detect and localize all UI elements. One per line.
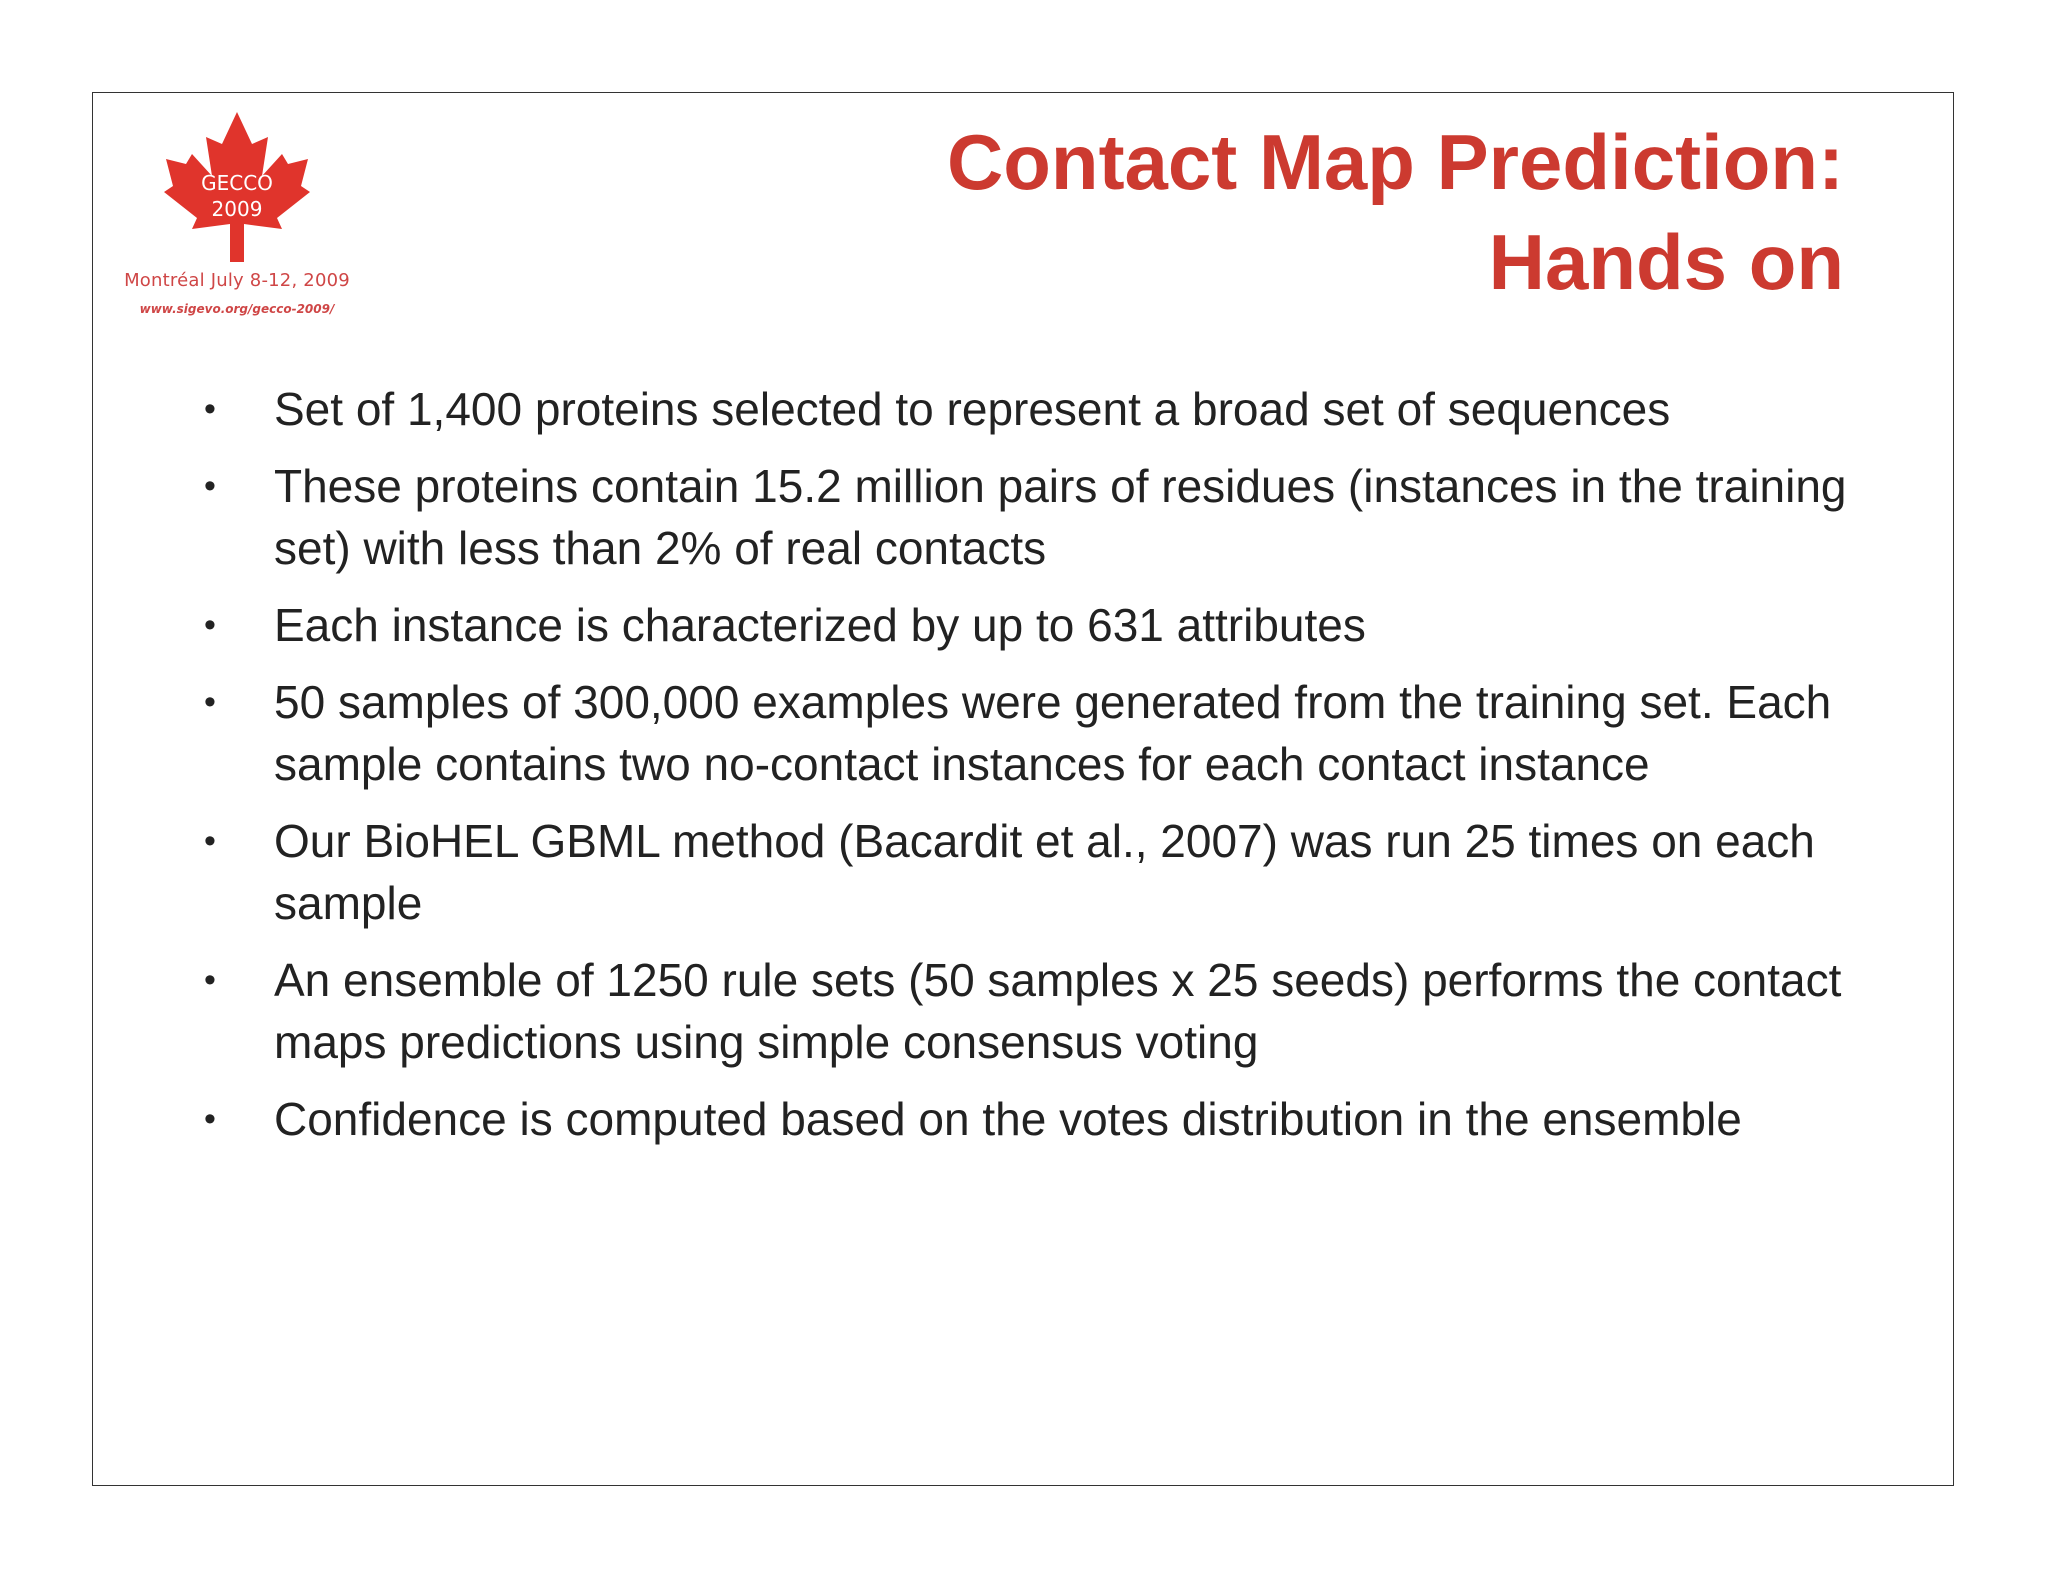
maple-leaf-icon	[112, 106, 362, 266]
bullet-item	[190, 455, 1890, 579]
bullet-dot-icon: •	[204, 467, 216, 505]
bullet-text: Confidence is computed based on the votes distribution in the ensemble	[274, 1093, 1742, 1145]
logo-year-text: 2009	[211, 197, 263, 221]
bullet-item	[190, 810, 1890, 934]
bullet-dot-icon: •	[204, 606, 216, 644]
bullet-dot-icon: •	[204, 683, 216, 721]
slide-title-line-2: Hands on	[1488, 218, 1844, 306]
logo-url: www.sigevo.org/gecco-2009/	[139, 302, 335, 316]
bullet-dot-icon: •	[204, 1100, 216, 1138]
bullet-text: These proteins contain 15.2 million pairs of residues (instances in the training set) with less than 2% of real contacts	[274, 460, 1847, 574]
bullet-item	[190, 1088, 1890, 1150]
bullet-text: Set of 1,400 proteins selected to represent a broad set of sequences	[274, 383, 1671, 435]
bullet-item	[190, 671, 1890, 795]
bullet-dot-icon: •	[204, 822, 216, 860]
gecco-2009-logo	[112, 106, 362, 326]
bullet-text: 50 samples of 300,000 examples were generated from the training set. Each sample contains two no-contact instances for each contact instance	[274, 676, 1832, 790]
slide-title	[947, 112, 1844, 312]
bullet-dot-icon: •	[204, 961, 216, 999]
logo-event-text: GECCO	[201, 171, 273, 195]
bullet-item	[190, 949, 1890, 1073]
bullet-text: Our BioHEL GBML method (Bacardit et al., 2007) was run 25 times on each sample	[274, 815, 1815, 929]
bullet-list	[190, 378, 1890, 1165]
bullet-text: Each instance is characterized by up to 631 attributes	[274, 599, 1366, 651]
slide-title-line-1: Contact Map Prediction:	[946, 118, 1844, 206]
logo-date: Montréal July 8-12, 2009	[124, 270, 350, 291]
bullet-dot-icon: •	[204, 390, 216, 428]
bullet-item	[190, 594, 1890, 656]
bullet-text: An ensemble of 1250 rule sets (50 samples x 25 seeds) performs the contact maps predictions using simple consensus voting	[274, 954, 1842, 1068]
bullet-item	[190, 378, 1890, 440]
